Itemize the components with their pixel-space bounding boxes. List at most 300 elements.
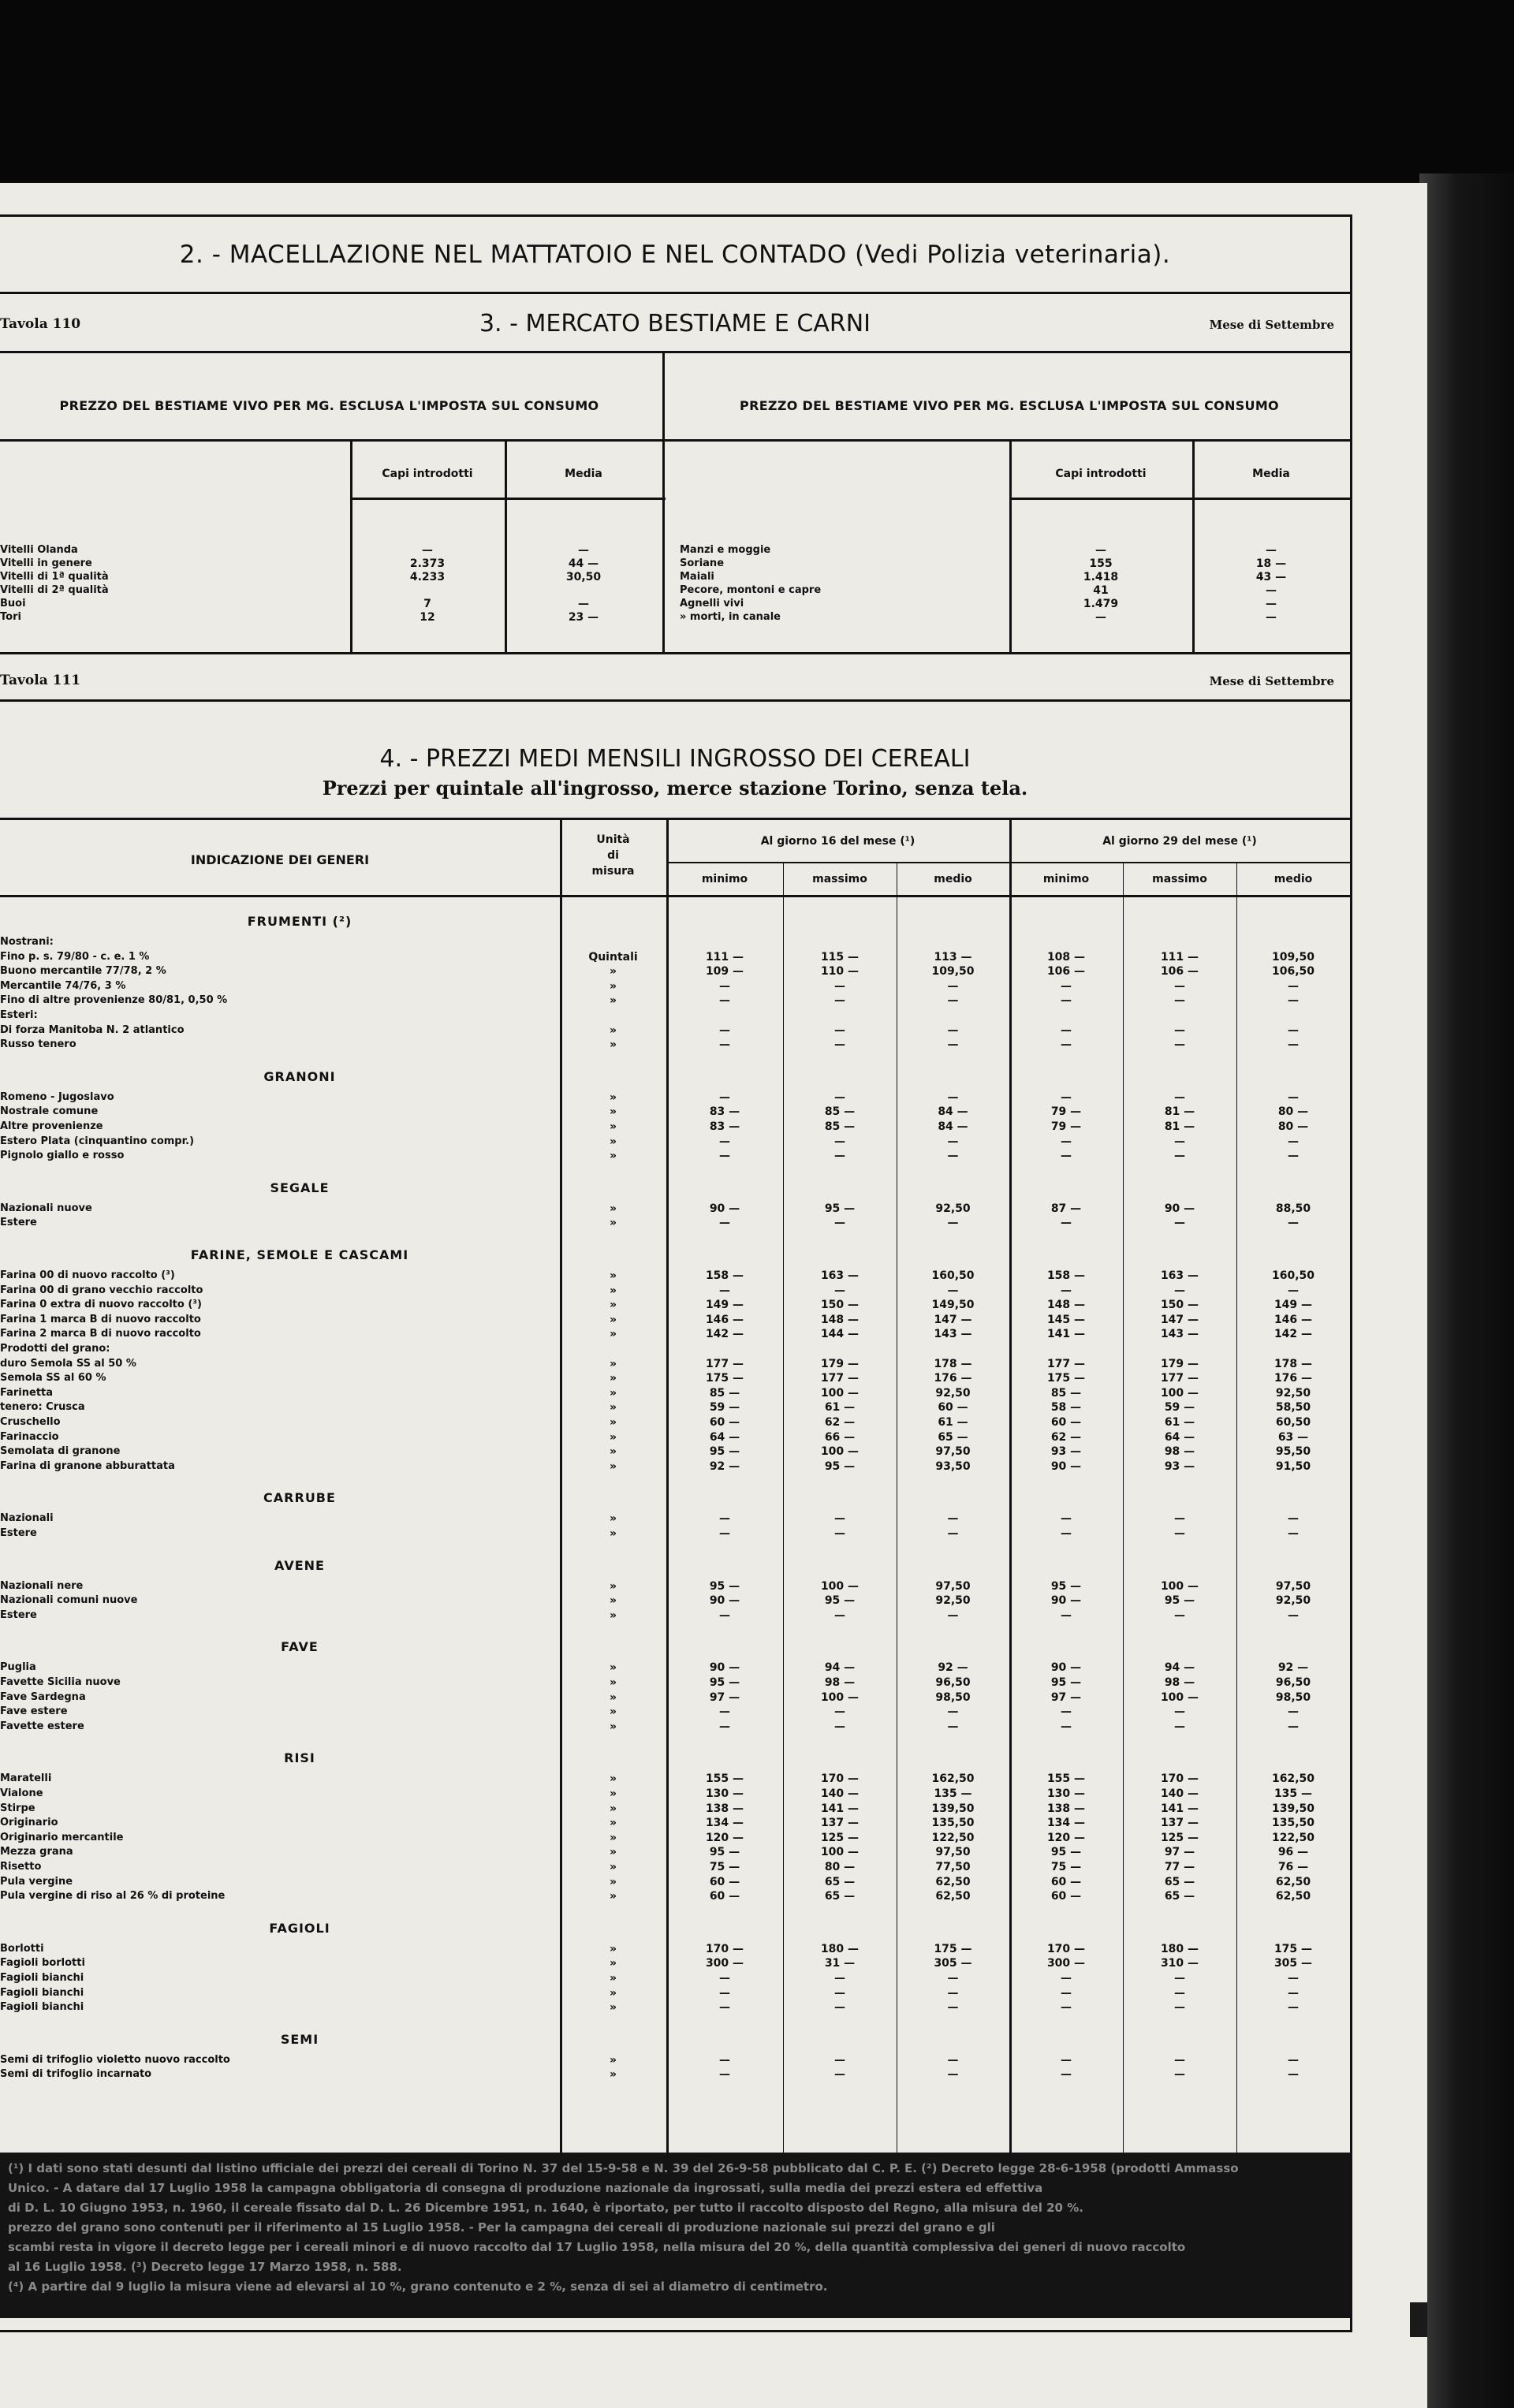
price-cell: 85 —: [824, 1105, 856, 1119]
livestock-capi: 155: [1089, 557, 1113, 570]
leader-dots: [0, 606, 331, 609]
price-cell: 85 —: [709, 1386, 740, 1400]
price-cell: —: [719, 1720, 730, 1733]
price-cell: 75 —: [709, 1861, 740, 1873]
price-cell: —: [834, 1038, 845, 1052]
grain-label: Fagioli bianchi: [0, 2001, 87, 2013]
grain-label: Risetto: [0, 1861, 44, 1873]
grain-label: Fagioli borlotti: [0, 1957, 88, 1969]
grain-label: duro Semola SS al 50 %: [0, 1358, 140, 1370]
price-cell: 83 —: [709, 1120, 740, 1133]
leader-dots: [0, 1225, 544, 1228]
unit-cell: »: [609, 1861, 617, 1873]
livestock-media: 18 —: [1255, 557, 1287, 570]
price-cell: —: [834, 1023, 845, 1037]
price-cell: 177 —: [705, 1357, 744, 1370]
unit-cell: »: [609, 1416, 617, 1429]
price-cell: 106 —: [1046, 965, 1086, 978]
grain-row: [0, 1957, 544, 1970]
price-cell: 60 —: [709, 1416, 740, 1429]
leader-dots: [0, 1425, 544, 1427]
leader-dots: [0, 1781, 544, 1784]
grain-row: [0, 1038, 544, 1051]
unit-cell: »: [609, 1802, 617, 1815]
price-cell: 122,50: [1271, 1831, 1315, 1844]
price-cell: [1009, 936, 1123, 949]
unit-cell: »: [609, 1787, 617, 1800]
price-cell: 149 —: [1273, 1299, 1313, 1312]
price-cell: —: [947, 1038, 959, 1052]
price-cell: 305 —: [934, 1957, 972, 1970]
price-cell: 100 —: [1160, 1386, 1199, 1400]
leader-dots: [0, 1884, 544, 1887]
grain-row: [0, 1787, 544, 1800]
unit-cell: »: [609, 1661, 617, 1675]
price-cell: 162,50: [1271, 1772, 1315, 1786]
price-cell: 62,50: [935, 1890, 971, 1903]
price-cell: 140 —: [1160, 1787, 1199, 1800]
price-cell: 65 —: [938, 1430, 968, 1444]
price-cell: 97 —: [1050, 1690, 1082, 1704]
price-cell: 60 —: [709, 1875, 740, 1888]
grain-label: Pignolo giallo e rosso: [0, 1150, 127, 1161]
price-cell: 134 —: [1046, 1817, 1086, 1830]
tavola-111-label: Tavola 111: [0, 673, 81, 688]
price-cell: [1236, 936, 1350, 949]
unit-cell: »: [609, 1135, 617, 1148]
price-cell: 144 —: [820, 1328, 860, 1341]
price-cell: 92,50: [1275, 1594, 1311, 1608]
price-cell: 62 —: [824, 1416, 856, 1429]
grain-label: Fino di altre provenienze 80/81, 0,50 %: [0, 994, 230, 1006]
section-4-subtitle: Prezzi per quintale all'ingrosso, merce stazione Torino, senza tela.: [322, 777, 1028, 800]
grain-label: Altre provenienze: [0, 1120, 106, 1132]
price-cell: 81 —: [1164, 1120, 1195, 1133]
grain-label: Estero Plata (cinquantino compr.): [0, 1135, 197, 1147]
unit-cell: »: [609, 1284, 617, 1297]
leader-dots: [0, 1521, 544, 1523]
grain-label: Farina 1 marca B di nuovo raccolto: [0, 1314, 204, 1325]
unit-cell: »: [609, 1459, 617, 1473]
grain-label: Estere: [0, 1217, 40, 1228]
price-cell: 111 —: [705, 950, 744, 964]
grain-row: [0, 1802, 544, 1815]
grain-row: [0, 1445, 544, 1458]
price-cell: 92,50: [935, 1202, 971, 1215]
unit-cell: »: [609, 2068, 617, 2082]
price-cell: —: [834, 979, 845, 993]
price-cell: —: [1174, 994, 1185, 1008]
price-cell: —: [947, 994, 959, 1008]
unit-cell: »: [609, 1023, 617, 1037]
price-cell: 92 —: [709, 1459, 740, 1473]
livestock-row: [680, 611, 1003, 624]
price-cell: 170 —: [1046, 1942, 1086, 1955]
price-cell: 149 —: [705, 1299, 744, 1312]
unit-cell: »: [609, 1038, 617, 1052]
price-cell: 180 —: [1160, 1942, 1199, 1955]
price-cell: 96,50: [935, 1676, 971, 1689]
grain-row: [0, 1416, 544, 1429]
price-cell: —: [947, 1720, 959, 1733]
unit-cell: »: [609, 1313, 617, 1326]
price-cell: —: [1061, 979, 1072, 993]
price-cell: 139,50: [931, 1802, 975, 1815]
grain-label: Pula vergine di riso al 26 % di proteine: [0, 1890, 228, 1902]
price-cell: [897, 1009, 1009, 1022]
price-cell: 305 —: [1273, 1957, 1313, 1970]
livestock-capi: —: [422, 544, 433, 557]
price-cell: —: [719, 1986, 730, 2000]
price-cell: 62,50: [1275, 1875, 1311, 1888]
unit-cell: »: [609, 1817, 617, 1830]
price-cell: 76 —: [1277, 1861, 1309, 1873]
grain-label: Farina di granone abburattata: [0, 1460, 178, 1472]
price-cell: —: [1174, 1023, 1185, 1037]
price-cell: 58 —: [1050, 1401, 1082, 1415]
price-cell: [1123, 1343, 1236, 1355]
livestock-media: 43 —: [1255, 571, 1287, 583]
header-capi-introdotti: Capi introdotti: [382, 468, 473, 480]
footnote-line: (⁴) A partire dal 9 luglio la misura viene ad elevarsi al 10 %, grano contenuto e 2 %, senza di sei al diametro di centimetro.: [8, 2279, 828, 2294]
scan-dark-border-top: [0, 0, 1514, 181]
price-cell: 135,50: [931, 1817, 975, 1830]
unit-cell: »: [609, 1875, 617, 1888]
price-cell: 109,50: [931, 965, 975, 978]
livestock-label: Manzi e moggie: [680, 544, 774, 556]
grain-label: Semola SS al 60 %: [0, 1372, 109, 1384]
price-cell: 90 —: [709, 1202, 740, 1215]
price-cell: —: [834, 994, 845, 1008]
price-cell: —: [947, 1972, 959, 1985]
price-cell: 155 —: [705, 1772, 744, 1786]
livestock-label: Maiali: [680, 571, 718, 583]
price-cell: 95 —: [709, 1676, 740, 1689]
price-cell: —: [834, 1705, 845, 1719]
price-cell: —: [1288, 1527, 1299, 1540]
livestock-capi: —: [1095, 544, 1106, 557]
grain-label: Fave estere: [0, 1705, 71, 1717]
price-cell: 143 —: [934, 1328, 972, 1341]
livestock-label: Vitelli di 2ª qualità: [0, 584, 112, 596]
price-cell: 100 —: [1160, 1579, 1199, 1593]
unit-cell: »: [609, 1386, 617, 1400]
unit-cell: »: [609, 1942, 617, 1955]
grain-label: Nazionali nere: [0, 1580, 86, 1592]
header-medio: medio: [1273, 873, 1313, 885]
price-cell: 64 —: [1164, 1430, 1195, 1444]
price-cell: 85 —: [1050, 1386, 1082, 1400]
price-cell: 134 —: [705, 1817, 744, 1830]
price-cell: —: [719, 2068, 730, 2082]
price-cell: —: [1174, 2068, 1185, 2082]
grain-row: [0, 2001, 544, 2014]
price-cell: 95 —: [824, 1202, 856, 1215]
grain-label: Esteri:: [0, 1009, 41, 1021]
livestock-capi: —: [1095, 611, 1106, 624]
header-media: Media: [1252, 468, 1290, 480]
grain-row: [0, 1202, 544, 1215]
grain-row: [0, 980, 544, 993]
price-cell: 160,50: [1271, 1269, 1315, 1282]
price-cell: 95 —: [1164, 1594, 1195, 1608]
grain-row: [0, 1217, 544, 1229]
section-4-title: 4. - PREZZI MEDI MENSILI INGROSSO DEI CEREALI: [379, 745, 971, 773]
price-cell: —: [1288, 1705, 1299, 1719]
price-cell: —: [1288, 1217, 1299, 1230]
price-cell: 61 —: [1164, 1416, 1195, 1429]
grain-row: [0, 1512, 544, 1525]
grain-label: Cruschello: [0, 1416, 64, 1428]
category-heading: RISI: [284, 1750, 315, 1766]
grain-label: Nazionali: [0, 1512, 57, 1524]
grain-label: Romeno - Jugoslavo: [0, 1091, 117, 1103]
grain-row: [0, 1284, 544, 1297]
price-cell: 150 —: [820, 1299, 860, 1312]
price-cell: 61 —: [824, 1401, 856, 1415]
grain-row: [0, 1720, 544, 1733]
header-capi-introdotti: Capi introdotti: [1055, 468, 1147, 480]
price-cell: —: [1061, 1038, 1072, 1052]
leader-dots: [0, 1811, 544, 1813]
price-cell: —: [834, 2068, 845, 2082]
grain-row: [0, 1817, 544, 1829]
price-cell: 145 —: [1046, 1313, 1086, 1326]
grain-label: Farina 0 extra di nuovo raccolto (³): [0, 1299, 205, 1310]
grain-row: [0, 1343, 544, 1355]
price-cell: 93 —: [1050, 1445, 1082, 1459]
price-cell: —: [834, 1135, 845, 1148]
livestock-capi: 1.418: [1083, 571, 1119, 583]
grain-label: Farinaccio: [0, 1431, 62, 1443]
price-cell: —: [1174, 1972, 1185, 1985]
price-cell: —: [1061, 1972, 1072, 1985]
header-genere: INDICAZIONE DEI GENERI: [190, 852, 370, 867]
price-cell: 59 —: [1164, 1401, 1195, 1415]
price-cell: —: [947, 979, 959, 993]
price-cell: 63 —: [1277, 1430, 1309, 1444]
price-cell: 79 —: [1050, 1105, 1082, 1119]
livestock-media: —: [578, 544, 589, 557]
price-cell: 179 —: [820, 1357, 860, 1370]
unit-cell: »: [609, 1846, 617, 1859]
price-cell: 96,50: [1275, 1676, 1311, 1689]
price-cell: 143 —: [1160, 1328, 1199, 1341]
unit-cell: »: [609, 1579, 617, 1593]
grain-label: Borlotti: [0, 1943, 47, 1955]
grain-label: Fagioli bianchi: [0, 1987, 87, 1999]
price-cell: 177 —: [1160, 1372, 1199, 1385]
price-cell: 179 —: [1160, 1357, 1199, 1370]
grain-label: Farinetta: [0, 1387, 56, 1399]
header-giorno-16: Al giorno 16 del mese (¹): [760, 835, 915, 848]
header-rule: [1009, 498, 1350, 500]
grain-row: [0, 1009, 544, 1022]
price-cell: —: [719, 1705, 730, 1719]
category-heading: CARRUBE: [263, 1490, 336, 1506]
category-heading: FAVE: [281, 1639, 319, 1655]
grain-label: Nostrani:: [0, 936, 57, 948]
price-cell: 115 —: [820, 950, 860, 964]
price-cell: —: [947, 1527, 959, 1540]
page-number-mark: [1410, 2302, 1427, 2337]
grain-label: Nazionali comuni nuove: [0, 1594, 140, 1606]
leader-dots: [0, 1825, 544, 1828]
grain-row: [0, 2068, 544, 2081]
unit-cell: »: [609, 1890, 617, 1903]
unit-cell: »: [609, 1676, 617, 1689]
price-cell: [897, 1343, 1009, 1355]
livestock-label: Vitelli Olanda: [0, 544, 81, 556]
price-cell: —: [1174, 2001, 1185, 2015]
livestock-media: 30,50: [565, 571, 602, 583]
price-cell: 178 —: [934, 1357, 972, 1370]
livestock-capi: 12: [420, 611, 435, 624]
price-cell: 106,50: [1271, 965, 1315, 978]
price-cell: —: [719, 1023, 730, 1037]
price-cell: —: [834, 1720, 845, 1733]
price-cell: —: [719, 1135, 730, 1148]
price-cell: 65 —: [1164, 1890, 1195, 1903]
price-cell: 163 —: [1160, 1269, 1199, 1282]
tables-frame: [0, 214, 1352, 2332]
price-cell: —: [947, 1284, 959, 1297]
header-massimo: massimo: [1152, 873, 1207, 885]
livestock-media: —: [578, 598, 589, 610]
grain-label: Fagioli bianchi: [0, 1972, 87, 1984]
price-cell: 92,50: [1275, 1386, 1311, 1400]
unit-cell: »: [609, 1705, 617, 1719]
divider: [0, 895, 1350, 897]
unit-cell: »: [609, 1372, 617, 1385]
price-cell: —: [719, 2001, 730, 2015]
price-cell: 92,50: [935, 1386, 971, 1400]
price-cell: 146 —: [705, 1313, 744, 1326]
price-cell: 108 —: [1046, 950, 1086, 964]
price-cell: 85 —: [824, 1120, 856, 1133]
price-cell: [1009, 1009, 1123, 1022]
price-cell: —: [1061, 2053, 1072, 2067]
price-cell: [1236, 1343, 1350, 1355]
price-cell: 177 —: [1046, 1357, 1086, 1370]
price-cell: 90 —: [709, 1661, 740, 1675]
price-cell: —: [1174, 1527, 1185, 1540]
price-cell: 162,50: [931, 1772, 975, 1786]
price-cell: 141 —: [820, 1802, 860, 1815]
grain-row: [0, 1676, 544, 1689]
price-cell: —: [1288, 1972, 1299, 1985]
price-cell: —: [1174, 1512, 1185, 1526]
grain-label: Pula vergine: [0, 1876, 76, 1888]
grain-row: [0, 1024, 544, 1037]
price-cell: 138 —: [1046, 1802, 1086, 1815]
price-cell: 94 —: [824, 1661, 856, 1675]
price-cell: 80 —: [1277, 1105, 1309, 1119]
unit-cell: »: [609, 1690, 617, 1704]
livestock-label: Buoi: [0, 598, 29, 609]
price-cell: 84 —: [938, 1120, 968, 1133]
price-cell: —: [1061, 1512, 1072, 1526]
livestock-label: » morti, in canale: [680, 611, 784, 623]
footnotes: [0, 2153, 1350, 2318]
unit-cell: »: [609, 1269, 617, 1282]
price-cell: —: [1061, 1090, 1072, 1104]
price-cell: —: [1288, 1720, 1299, 1733]
price-cell: —: [947, 2068, 959, 2082]
grain-label: Di forza Manitoba N. 2 atlantico: [0, 1024, 188, 1036]
grain-row: [0, 1328, 544, 1340]
unit-cell: »: [609, 1357, 617, 1370]
livestock-media: —: [1266, 584, 1277, 597]
livestock-row: [680, 584, 1003, 597]
price-cell: —: [947, 1217, 959, 1230]
livestock-capi: 2.373: [409, 557, 446, 570]
price-cell: 98 —: [1164, 1676, 1195, 1689]
price-cell: —: [1061, 1135, 1072, 1148]
price-cell: —: [1288, 979, 1299, 993]
section-2-title: 2. - MACELLAZIONE NEL MATTATOIO E NEL CONTADO (Vedi Polizia veterinaria).: [179, 240, 1171, 269]
footnote-line: di D. L. 10 Giugno 1953, n. 1960, il cereale fissato dal D. L. 26 Dicembre 1951, n. 1640, è riportato, per tutto il raccolto disposto del Regno, alla misura del 20 %.: [8, 2201, 1083, 2215]
unit-cell: »: [609, 1986, 617, 2000]
price-cell: 95 —: [709, 1445, 740, 1459]
price-cell: —: [947, 1023, 959, 1037]
price-cell: 148 —: [1046, 1299, 1086, 1312]
unit-cell: »: [609, 1594, 617, 1608]
price-cell: 170 —: [820, 1772, 860, 1786]
price-cell: 147 —: [934, 1313, 972, 1326]
price-cell: 135,50: [1271, 1817, 1315, 1830]
unit-cell: »: [609, 1957, 617, 1970]
price-cell: —: [1288, 1284, 1299, 1297]
grain-label: Farina 00 di grano vecchio raccolto: [0, 1284, 206, 1296]
price-cell: —: [1288, 2001, 1299, 2015]
grain-label: Favette Sicilia nuove: [0, 1676, 124, 1688]
livestock-row: [680, 598, 1003, 610]
price-cell: —: [1061, 1608, 1072, 1622]
grain-label: Vialone: [0, 1787, 47, 1799]
price-cell: 176 —: [1273, 1372, 1313, 1385]
price-cell: 130 —: [705, 1787, 744, 1800]
price-cell: 90 —: [1050, 1661, 1082, 1675]
unit-cell: Quintali: [588, 950, 638, 964]
price-cell: 135 —: [1273, 1787, 1313, 1800]
price-cell: 113 —: [934, 950, 972, 964]
price-cell: 130 —: [1046, 1787, 1086, 1800]
price-cell: 135 —: [934, 1787, 972, 1800]
grain-row: [0, 1609, 544, 1622]
price-cell: 66 —: [824, 1430, 856, 1444]
price-cell: 95 —: [709, 1579, 740, 1593]
price-cell: [897, 936, 1009, 949]
price-cell: 180 —: [820, 1942, 860, 1955]
price-cell: —: [719, 1527, 730, 1540]
price-cell: [666, 1009, 783, 1022]
price-cell: 62,50: [1275, 1890, 1311, 1903]
grain-row: [0, 1661, 544, 1674]
price-cell: 90 —: [1050, 1459, 1082, 1473]
price-cell: 83 —: [709, 1105, 740, 1119]
price-cell: 75 —: [1050, 1861, 1082, 1873]
livestock-capi: 1.479: [1083, 598, 1119, 610]
price-cell: 125 —: [820, 1831, 860, 1844]
livestock-media: —: [1266, 598, 1277, 610]
leader-dots: [0, 1047, 544, 1049]
livestock-media: 23 —: [568, 611, 599, 624]
price-cell: —: [719, 1608, 730, 1622]
price-cell: —: [834, 1284, 845, 1297]
grain-label: Maratelli: [0, 1772, 54, 1784]
grain-row: [0, 1705, 544, 1718]
